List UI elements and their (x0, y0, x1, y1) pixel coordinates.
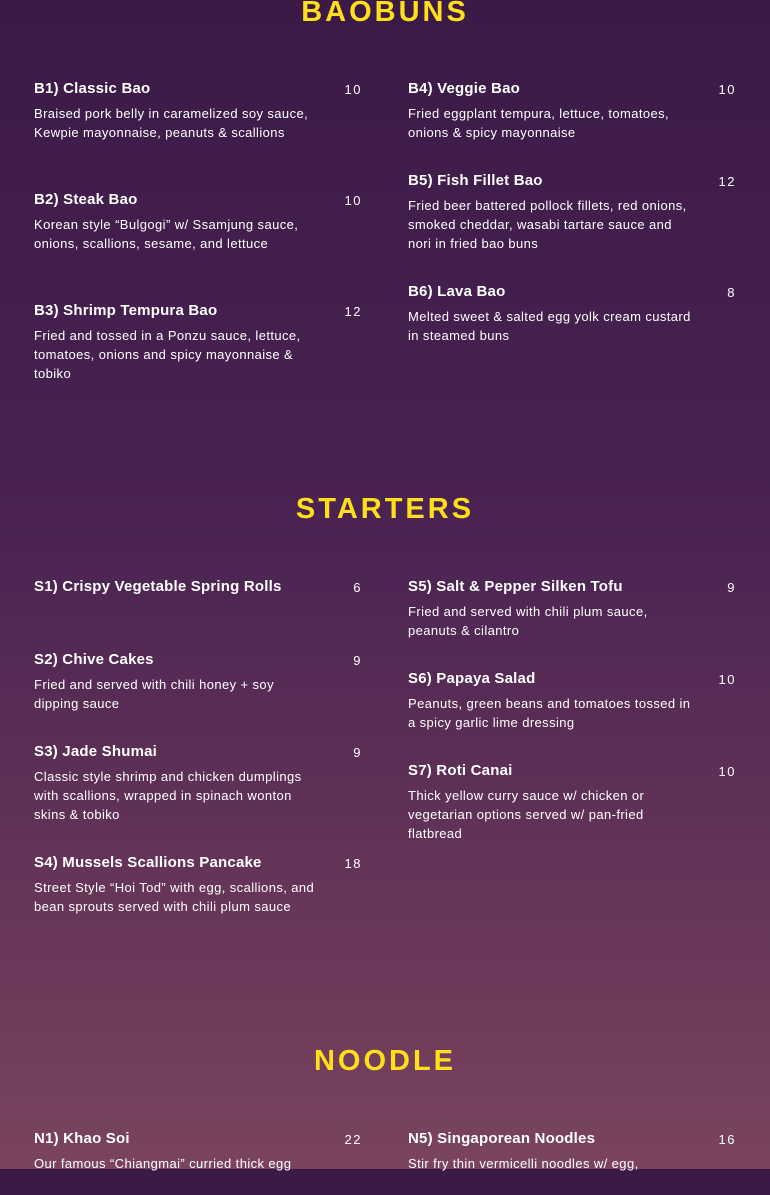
item-description: Our famous “Chiangmai” curried thick egg (34, 1156, 292, 1171)
item-description: Peanuts, green beans and tomatoes tossed in a spicy garlic lime dressing (408, 696, 691, 730)
item-description: Fried eggplant tempura, lettuce, tomatoes, onions & spicy mayonnaise (408, 106, 670, 140)
item-price: 10 (344, 193, 362, 208)
item-price: 10 (718, 672, 736, 687)
item-price: 9 (353, 745, 362, 760)
item-price: 6 (353, 580, 362, 595)
menu-item-b5[interactable] (408, 172, 738, 261)
section-title-starters: STARTERS (295, 493, 475, 525)
menu-item-n5[interactable] (408, 1130, 738, 1173)
item-description: Street Style “Hoi Tod” with egg, scallions, and bean sprouts served with chili plum sauce (34, 880, 315, 914)
item-description: Fried and served with chili honey + soy dipping sauce (34, 677, 274, 711)
item-name: B5) Fish Fillet Bao (408, 172, 543, 189)
item-price: 8 (727, 285, 736, 300)
section-title-baobuns: BAOBUNS (301, 0, 469, 28)
menu-item-s6[interactable] (408, 670, 738, 740)
item-description: Braised pork belly in caramelized soy sauce, Kewpie mayonnaise, peanuts & scallions (34, 106, 309, 140)
item-name: S5) Salt & Pepper Silken Tofu (408, 578, 623, 595)
menu-item-s1[interactable] (34, 578, 364, 629)
item-price: 16 (718, 1132, 736, 1147)
noodle-right-column (408, 1130, 738, 1195)
item-description: Stir fry thin vermicelli noodles w/ egg, (408, 1156, 639, 1171)
noodle-left-column (34, 1130, 364, 1195)
item-description: Classic style shrimp and chicken dumplings with scallions, wrapped in spinach wonton skins & tobiko (34, 769, 302, 822)
item-price: 12 (344, 304, 362, 319)
menu-item-s5[interactable] (408, 578, 738, 648)
item-price: 18 (344, 856, 362, 871)
starters-left-column (34, 578, 364, 965)
item-name: B3) Shrimp Tempura Bao (34, 302, 218, 319)
item-name: B4) Veggie Bao (408, 80, 520, 97)
menu-item-s3[interactable] (34, 743, 364, 832)
item-description: Melted sweet & salted egg yolk cream custard in steamed buns (408, 309, 691, 343)
item-description: Thick yellow curry sauce w/ chicken or vegetarian options served w/ pan-fried flatbread (408, 788, 645, 841)
item-description: Fried and tossed in a Ponzu sauce, lettuce, tomatoes, onions and spicy mayonnaise & tobiko (34, 328, 301, 381)
menu-item-b2[interactable] (34, 191, 364, 280)
item-description: Korean style “Bulgogi” w/ Ssamjung sauce, onions, scallions, sesame, and lettuce (34, 217, 299, 251)
item-name: N5) Singaporean Noodles (408, 1130, 596, 1147)
menu-item-b1[interactable] (34, 80, 364, 169)
item-price: 22 (344, 1132, 362, 1147)
section-title-noodle: NOODLE (313, 1045, 457, 1077)
item-name: B2) Steak Bao (34, 191, 138, 208)
menu-item-s2[interactable] (34, 651, 364, 721)
item-name: S1) Crispy Vegetable Spring Rolls (34, 578, 282, 595)
item-name: S2) Chive Cakes (34, 651, 154, 668)
item-name: B6) Lava Bao (408, 283, 506, 300)
menu-item-b6[interactable] (408, 283, 738, 353)
menu-item-n1[interactable] (34, 1130, 364, 1173)
starters-right-column (408, 578, 738, 873)
item-name: S4) Mussels Scallions Pancake (34, 854, 262, 871)
item-name: B1) Classic Bao (34, 80, 151, 97)
item-name: N1) Khao Soi (34, 1130, 130, 1147)
baobuns-left-column (34, 80, 364, 413)
item-description: Fried and served with chili plum sauce, peanuts & cilantro (408, 604, 648, 638)
item-name: S6) Papaya Salad (408, 670, 536, 687)
item-name: S3) Jade Shumai (34, 743, 158, 760)
menu-item-b3[interactable] (34, 302, 364, 391)
item-price: 10 (718, 82, 736, 97)
item-price: 9 (353, 653, 362, 668)
baobuns-right-column (408, 80, 738, 375)
item-name: S7) Roti Canai (408, 762, 513, 779)
menu-item-s4[interactable] (34, 854, 364, 943)
item-price: 12 (718, 174, 736, 189)
item-price: 9 (727, 580, 736, 595)
item-description: Fried beer battered pollock fillets, red onions, smoked cheddar, wasabi tartare sauce and nori in fried bao buns (408, 198, 687, 251)
item-price: 10 (718, 764, 736, 779)
menu-item-s7[interactable] (408, 762, 738, 851)
item-price: 10 (344, 82, 362, 97)
menu-item-b4[interactable] (408, 80, 738, 150)
